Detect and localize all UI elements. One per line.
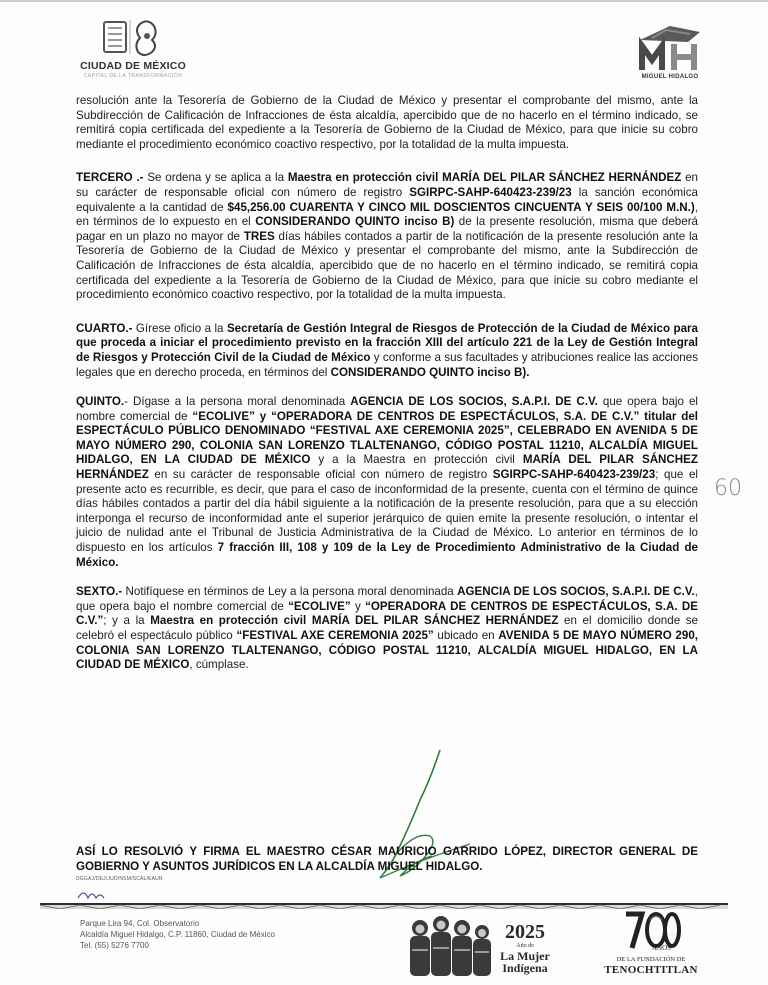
text-run: y conforme a sus facultades y atribuciones realice las acciones legales que en derecho proceda, en términos del [76,350,698,379]
bold-text-run: MARÍA DEL PILAR SÁNCHEZ HERNÁNDEZ [76,453,698,482]
miguel-hidalgo-logo-text: MIGUEL HIDALGO [641,74,699,80]
bold-text-run: Maestra en protección civil MARÍA DEL PILAR SÁNCHEZ HERNÁNDEZ [150,614,559,628]
text-run: de la presente resolución, misma que deberá pagar en un plazo no mayor de [76,215,699,243]
paragraph-cuarto [76,322,698,380]
year-sub: Año de [516,943,534,949]
text-run: ; y a la [103,614,151,628]
text-run: , en términos de lo expuesto en el [76,200,698,229]
bold-text-run: TRES [243,229,275,243]
miguel-hidalgo-logo [630,18,710,88]
year-line-2: Indígena [502,961,548,975]
year-of-indigenous-woman [495,922,555,974]
fund-line-1: DE LA FUNDACIÓN DE [616,956,686,963]
bold-text-run: AGENCIA DE LOS SOCIOS, S.A.P.I. DE C.V. [457,585,695,599]
bold-text-run: QUINTO. [76,395,125,409]
top-border [0,0,768,2]
initials-signature-mark [74,886,114,904]
bold-text-run: CONSIDERANDO QUINTO inciso B). [330,365,530,379]
text-run: ; que el presente acto es recurrible, es decir, que para el caso de inconformidad de la presente, cuenta con el término de quince días hábiles contados a partir del día hábil siguiente a la notificación de la presente resolución, para que a su elección interponga el recurso de inconformidad ante el superior jerárquico de quien emite la presente resolución, o intentar el juicio de nulidad ante el Tribunal de Justicia Administrativa de la Ciudad de México. Lo anterior en términos de lo dispuesto en los artículos [76,468,698,555]
text-run: , que opera bajo el nombre comercial de [76,585,698,613]
text-run: días hábiles contados a partir de la notificación de la presente resolución ante la Tesorería de Gobierno de la Ciudad de México y presentar el comprobante del mismo, ante la Subdirección de Calificación de Infracciones de ésta alcaldía, apercibido que de no hacerlo en el término indicado, se remitirá copia certificada del expediente a la Tesorería de Gobierno de la Ciudad de México, para que inicie su cobro mediante el procedimiento económico coactivo respectivo, por la totalidad de la multa impuesta. [76,229,698,302]
text-run: en el domicilio donde se celebró el espectáculo público [76,614,698,642]
bold-text-run: AVENIDA 5 DE MAYO NÚMERO 290, COLONIA SAN LORENZO TLALTENANGO, CÓDIGO POSTAL 11210, ALCALDÍA MIGUEL HIDALGO, EN LA CIUDAD DE MÉXICO [76,629,698,672]
indigenous-women-illustration [406,910,492,978]
text-run: , cúmplase. [189,658,249,672]
text-run: Notifíquese en términos de Ley a la persona moral denominada [122,585,458,599]
text-run: en su carácter de responsable oficial con número de registro [148,468,493,482]
address-line-2: Alcaldía Miguel Hidalgo, C.P. 11860, Ciudad de México [80,930,275,939]
paragraph-sexto [76,585,698,673]
bold-text-run: TERCERO .- [76,171,144,185]
address-line-3: Tel. (55) 5276 7700 [80,941,149,950]
bold-text-run: 7 fracción III, 108 y 109 de la Ley de Procedimiento Administrativo de la Ciudad de México. [76,541,698,569]
text-run: en su carácter de responsable oficial con número de registro [76,171,698,199]
bold-text-run: “ECOLIVE” y “OPERADORA DE CENTROS DE ESPECTÁCULOS, S.A. DE C.V.” titular del ESPECTÁCULO PÚBLICO DENOMINADO “FESTIVAL AXE CEREMONIA 2025”, CELEBRADO EN AVENIDA 5 DE MAYO NÚMERO 290, COLONIA SAN LORENZO TLALTENANGO, CÓDIGO POSTAL 11210, ALCALDÍA MIGUEL HIDALGO, EN LA CIUDAD DE MÉXICO [76,409,698,467]
bold-text-run: $45,256.00 CUARENTA Y CINCO MIL DOSCIENTOS CINCUENTA Y SEIS 00/100 M.N.) [227,200,695,214]
year-line-1: La Mujer [500,949,550,963]
bold-text-run: “FESTIVAL AXE CEREMONIA 2025” [236,629,434,642]
bold-text-run: “ECOLIVE” [288,599,351,613]
text-run: y a la Maestra en protección civil [310,453,523,467]
bold-text-run: “OPERADORA DE CENTROS DE ESPECTÁCULOS, S.A. DE C.V.” [76,599,698,628]
footer-address [80,918,275,951]
text-run: la sanción económica equivalente a la cantidad de [76,185,698,214]
bold-text-run: SGIRPC-SAHP-640423-239/23 [492,468,656,482]
text-run: Se ordena y se aplica a la [143,171,288,185]
bold-text-run: CONSIDERANDO QUINTO inciso B) [255,215,455,229]
margin-page-number: 60 [714,476,742,501]
bold-text-run: AGENCIA DE LOS SOCIOS, S.A.P.I. DE C.V. [350,395,598,409]
document-initials: DGGAJ/DEJ/JUD/NSM/SCAL/EAUR [76,876,163,882]
bold-text-run: CUARTO.- [76,321,133,335]
cdmx-logo [78,16,188,78]
cdmx-logo-subtitle: CAPITAL DE LA TRANSFORMACIÓN [83,73,183,79]
grasshopper-logo-icon [630,18,710,74]
bold-text-run: Secretaría de Gestión Integral de Riesgos de Protección de la Ciudad de México para que proceda a iniciar el procedimiento previsto en la fracción XIII del artículo 221 de la Ley de Gestión Integral de Riesgos y Protección Civil de la Ciudad de México [76,321,699,364]
paragraph-tercero [76,171,698,302]
text-run: - Dígase a la persona moral denominada [124,395,351,409]
cdmx-logo-title: CIUDAD DE MÉXICO [80,60,186,72]
address-line-1: Parque Lira 94, Col. Observatorio [80,919,200,928]
bold-text-run: SGIRPC-SAHP-640423-239/23 [409,185,572,199]
paragraph-quinto [76,395,698,570]
bold-text-run: SEXTO.- [76,585,123,599]
year-number: 2025 [505,921,545,943]
signoff-statement: ASÍ LO RESOLVIÓ Y FIRMA EL MAESTRO CÉSAR MAURICIO GARRIDO LÓPEZ, DIRECTOR GENERAL DE GOBIERNO Y ASUNTOS JURÍDICOS EN LA ALCALDÍA MIGUEL HIDALGO. [76,845,698,873]
text-run: Gírese oficio a la [132,321,227,335]
paragraph-continuation: resolución ante la Tesorería de Gobierno de la Ciudad de México y presentar el comprobante del mismo, ante la Subdirección de Calificación de Infracciones de ésta alcaldía, apercibido que de no hacerlo en el término indicado, se remitirá copia certificada del expediente a la Tesorería de Gobierno de la Ciudad de México, para que inicie su cobro mediante el procedimiento económico coactivo respectivo, por la totalidad de la multa impuesta. [76,94,698,151]
document-body [76,94,698,688]
text-run: ubicado en [433,629,499,642]
fund-line-2: TENOCHTITLAN [604,964,698,976]
text-run: que opera bajo el nombre comercial de [76,395,698,423]
bold-text-run: Maestra en protección civil MARÍA DEL PILAR SÁNCHEZ HERNÁNDEZ [287,171,682,185]
cdmx-emblem-icon [100,16,166,58]
anos-label: AÑOS [652,944,672,952]
text-run: y [350,599,366,613]
